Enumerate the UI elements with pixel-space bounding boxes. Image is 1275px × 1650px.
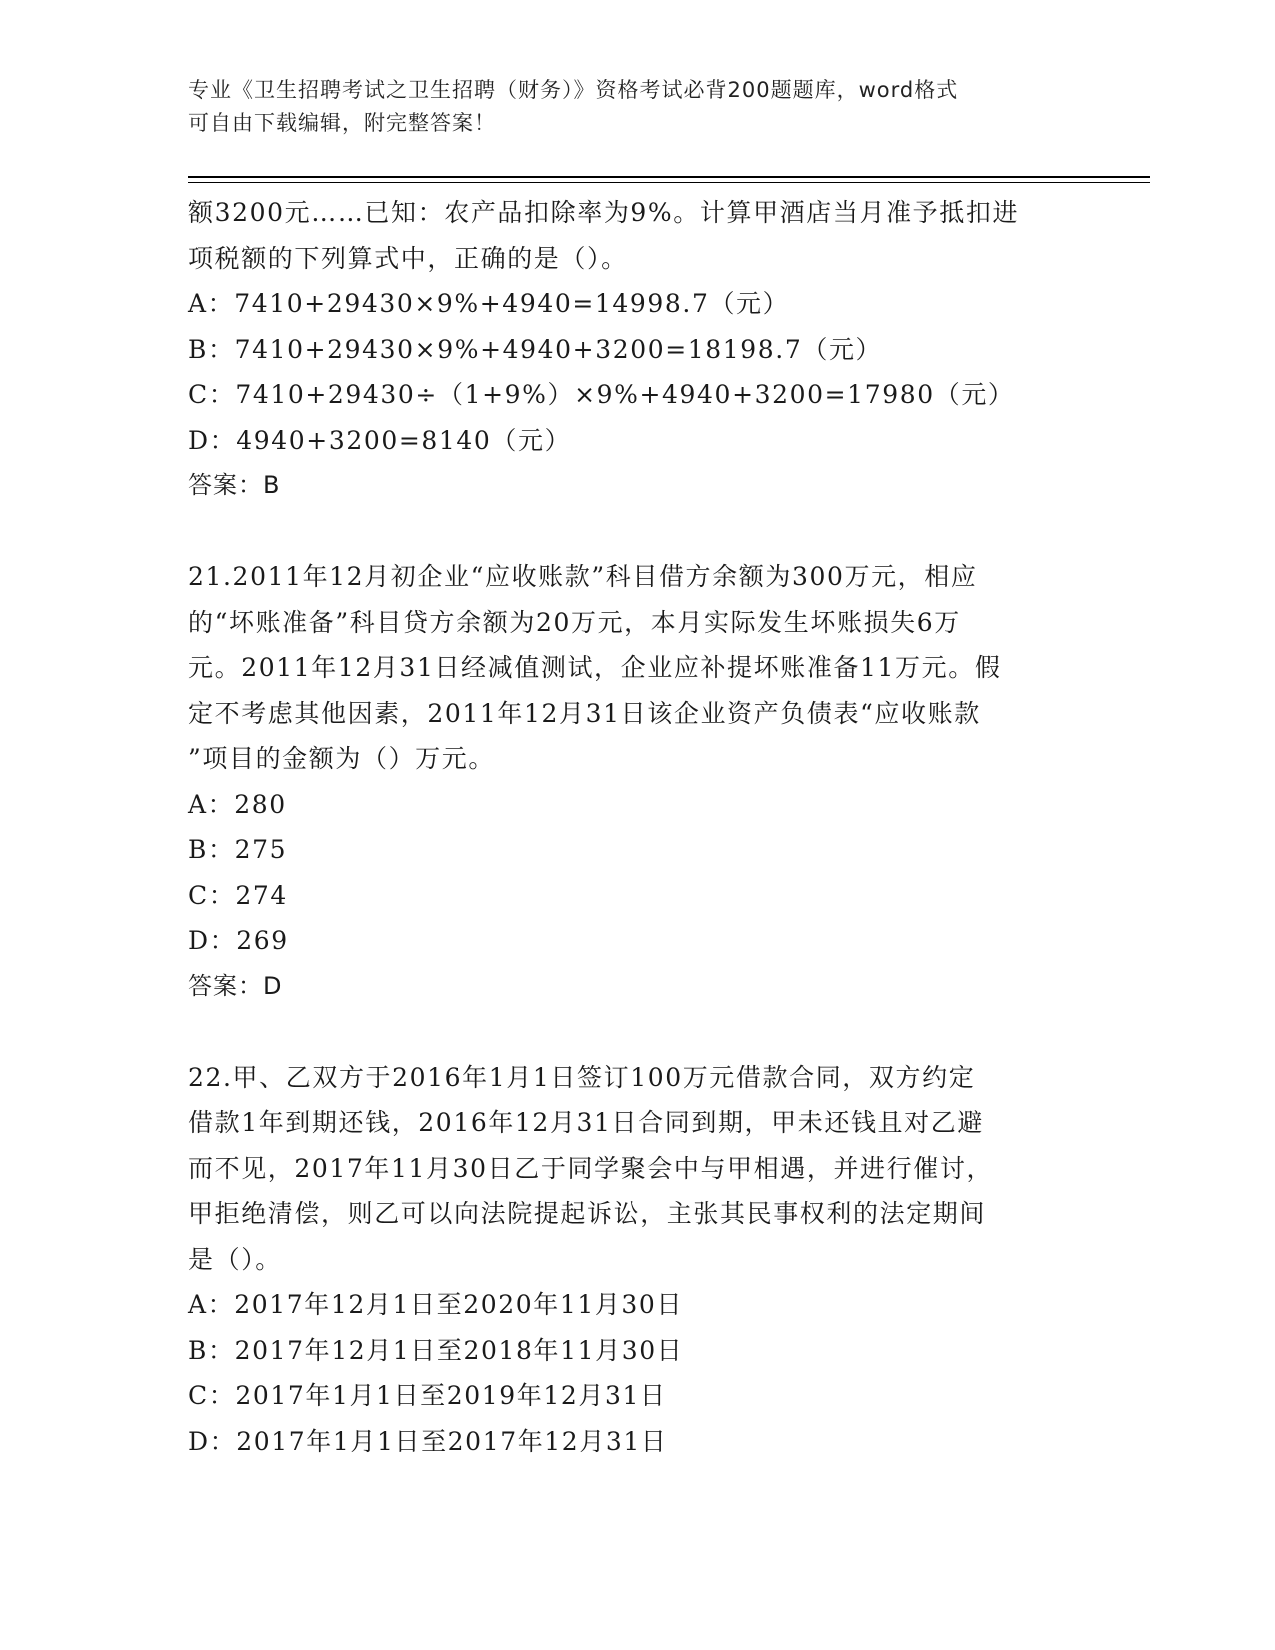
option-c: C：2017年1月1日至2019年12月31日 bbox=[188, 1381, 667, 1410]
document-body bbox=[188, 190, 1088, 1464]
question-text-line: 额3200元……已知：农产品扣除率为9%。计算甲酒店当月准予抵扣进 bbox=[188, 198, 1020, 227]
question-text-line: 21.2011年12月初企业“应收账款”科目借方余额为300万元，相应 bbox=[188, 562, 978, 591]
option-d: D：269 bbox=[188, 926, 289, 955]
question-text-line: 甲拒绝清偿，则乙可以向法院提起诉讼，主张其民事权利的法定期间 bbox=[188, 1199, 987, 1228]
question-text-line: 是（）。 bbox=[188, 1244, 282, 1274]
question-text-line: 而不见，2017年11月30日乙于同学聚会中与甲相遇，并进行催讨， bbox=[188, 1153, 994, 1183]
option-a: A：7410+29430×9%+4940=14998.7（元） bbox=[188, 289, 790, 318]
header-divider-thin bbox=[188, 182, 1150, 183]
option-a: A：280 bbox=[188, 789, 287, 819]
question-text-line: 的“坏账准备”科目贷方余额为20万元，本月实际发生坏账损失6万 bbox=[188, 607, 961, 637]
option-c: C：274 bbox=[188, 880, 288, 910]
question-text-line: 项税额的下列算式中，正确的是（）。 bbox=[188, 243, 628, 273]
option-c: C：7410+29430÷（1+9%）×9%+4940+3200=17980（元） bbox=[188, 380, 1015, 409]
answer-label: 答案：D bbox=[188, 971, 283, 1000]
option-d: D：4940+3200=8140（元） bbox=[188, 425, 572, 455]
header-title-line-1: 专业《卫生招聘考试之卫生招聘（财务）》资格考试必背200题题库，word格式 bbox=[188, 78, 959, 102]
option-b: B：275 bbox=[188, 835, 288, 864]
question-22 bbox=[188, 1055, 1088, 1465]
question-20 bbox=[188, 190, 1088, 509]
question-text-line: 定不考虑其他因素，2011年12月31日该企业资产负债表“应收账款 bbox=[188, 698, 981, 728]
question-21 bbox=[188, 554, 1088, 1009]
question-text-line: 元。2011年12月31日经减值测试，企业应补提坏账准备11万元。假 bbox=[188, 653, 1002, 682]
question-text-line: 借款1年到期还钱，2016年12月31日合同到期，甲未还钱且对乙避 bbox=[188, 1108, 984, 1137]
option-b: B：2017年12月1日至2018年11月30日 bbox=[188, 1335, 684, 1365]
header-title-line-2: 可自由下载编辑，附完整答案！ bbox=[188, 111, 496, 135]
option-b: B：7410+29430×9%+4940+3200=18198.7（元） bbox=[188, 334, 883, 364]
answer-label: 答案：B bbox=[188, 471, 281, 499]
option-d: D：2017年1月1日至2017年12月31日 bbox=[188, 1426, 668, 1456]
header-divider-thick bbox=[188, 176, 1150, 178]
option-a: A：2017年12月1日至2020年11月30日 bbox=[188, 1290, 684, 1319]
page-header bbox=[188, 74, 1088, 140]
question-text-line: ”项目的金额为（）万元。 bbox=[188, 744, 495, 773]
question-text-line: 22.甲、乙双方于2016年1月1日签订100万元借款合同，双方约定 bbox=[188, 1062, 976, 1092]
